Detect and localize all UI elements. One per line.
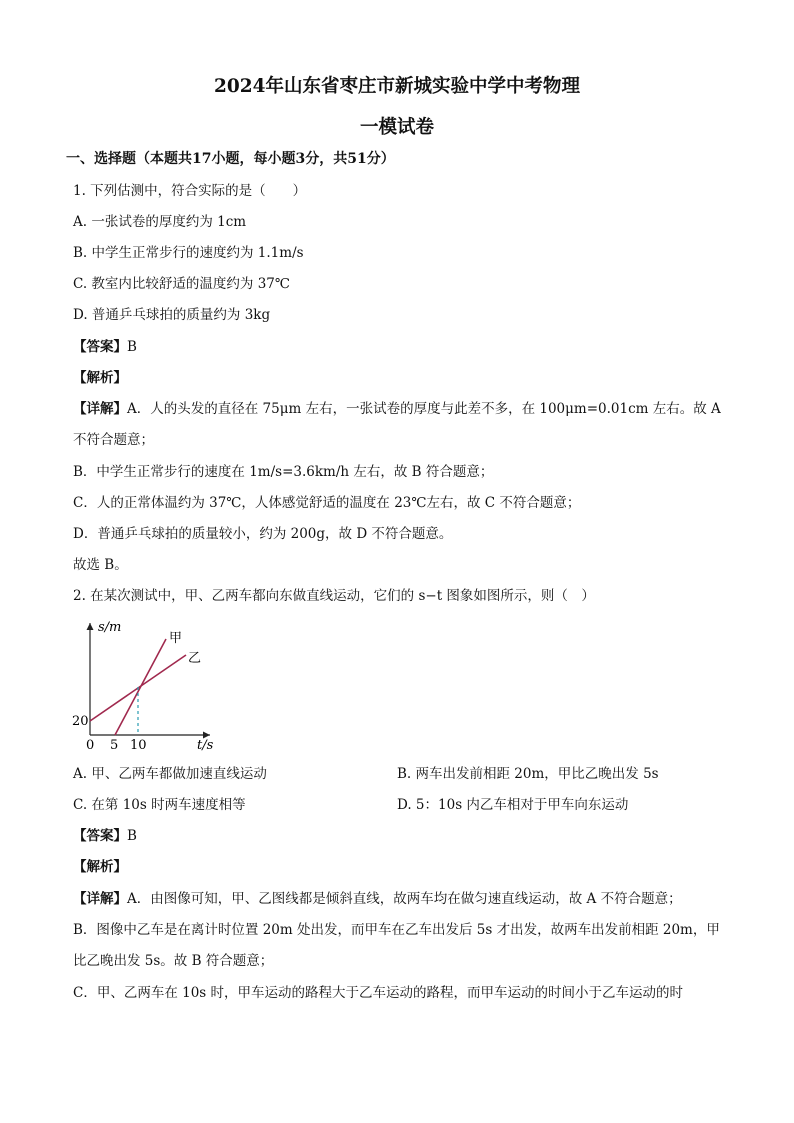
section-heading-multiple-choice: 一、选择题（本题共17小题，每小题3分，共51分） (66, 151, 395, 167)
q1-detail-line-2: 不符合题意； (73, 432, 154, 448)
document-title-line1: 2024年山东省枣庄市新城实验中学中考物理 (214, 76, 580, 97)
q1-option-b: B. 中学生正常步行的速度约为 1.1m/s (73, 245, 304, 261)
q1-answer-value: B (127, 339, 137, 355)
q1-detail-line-1 (73, 400, 721, 418)
q2-option-b: B. 两车出发前相距 20m，甲比乙晚出发 5s (397, 766, 659, 782)
detail-tag: 【详解】 (73, 401, 127, 417)
q2-option-c: C. 在第 10s 时两车速度相等 (73, 797, 246, 813)
q1-stem: 1. 下列估测中，符合实际的是（ ） (73, 183, 307, 199)
q2-option-a: A. 甲、乙两车都做加速直线运动 (73, 766, 267, 782)
q1-option-a: A. 一张试卷的厚度约为 1cm (73, 214, 247, 230)
q1-detail-line-5: D．普通乒乓球拍的质量较小，约为 200g，故 D 不符合题意。 (73, 526, 453, 542)
q1-detail-text-1: A．人的头发的直径在 75μm 左右，一张试卷的厚度与此差不多，在 100μm=0.01cm 左右。故 A (127, 401, 721, 417)
q2-option-d: D. 5：10s 内乙车相对于甲车向东运动 (397, 797, 629, 813)
q2-answer-value: B (127, 828, 137, 844)
detail-tag: 【详解】 (73, 891, 127, 907)
line-jia (115, 639, 166, 735)
q2-detail-text-1: A．由图像可知，甲、乙图线都是倾斜直线，故两车均在做匀速直线运动，故 A 不符合题意； (127, 891, 682, 907)
q2-stem: 2. 在某次测试中，甲、乙两车都向东做直线运动，它们的 s−t 图象如图所示，则（ ） (73, 588, 595, 604)
q2-detail-line-1 (73, 890, 682, 908)
q2-detail-line-4: C．甲、乙两车在 10s 时，甲车运动的路程大于乙车运动的路程，而甲车运动的时间小于乙车运动的时 (73, 985, 684, 1001)
y-tick-20: 20 (72, 714, 89, 729)
q1-detail-line-4: C．人的正常体温约为 37℃，人体感觉舒适的温度在 23℃左右，故 C 不符合题意； (73, 495, 581, 511)
line-yi-label: 乙 (188, 651, 202, 666)
q1-option-c: C. 教室内比较舒适的温度约为 37℃ (73, 276, 291, 292)
q1-detail-line-3: B．中学生正常步行的速度在 1m/s=3.6km/h 左右，故 B 符合题意； (73, 464, 494, 480)
document-title-line2: 一模试卷 (359, 117, 434, 138)
line-jia-label: 甲 (169, 631, 183, 646)
answer-tag: 【答案】 (73, 828, 127, 844)
x-axis-label: t/s (197, 738, 214, 753)
q1-analysis-tag: 【解析】 (73, 370, 127, 386)
q2-detail-line-3: 比乙晚出发 5s。故 B 符合题意； (73, 953, 274, 969)
q2-st-graph (60, 615, 230, 755)
q2-answer (73, 827, 137, 845)
x-tick-5: 5 (110, 738, 119, 753)
q1-detail-line-6: 故选 B。 (73, 557, 128, 573)
q1-option-d: D. 普通乒乓球拍的质量约为 3kg (73, 307, 271, 323)
x-tick-0: 0 (86, 738, 95, 753)
q2-analysis-tag: 【解析】 (73, 859, 127, 875)
q2-detail-line-2: B．图像中乙车是在离计时位置 20m 处出发，而甲车在乙车出发后 5s 才出发，故两车出发前相距 20m，甲 (73, 922, 720, 938)
answer-tag: 【答案】 (73, 339, 127, 355)
y-axis-label: s/m (98, 620, 122, 635)
q1-answer (73, 338, 137, 356)
x-tick-10: 10 (130, 738, 147, 753)
